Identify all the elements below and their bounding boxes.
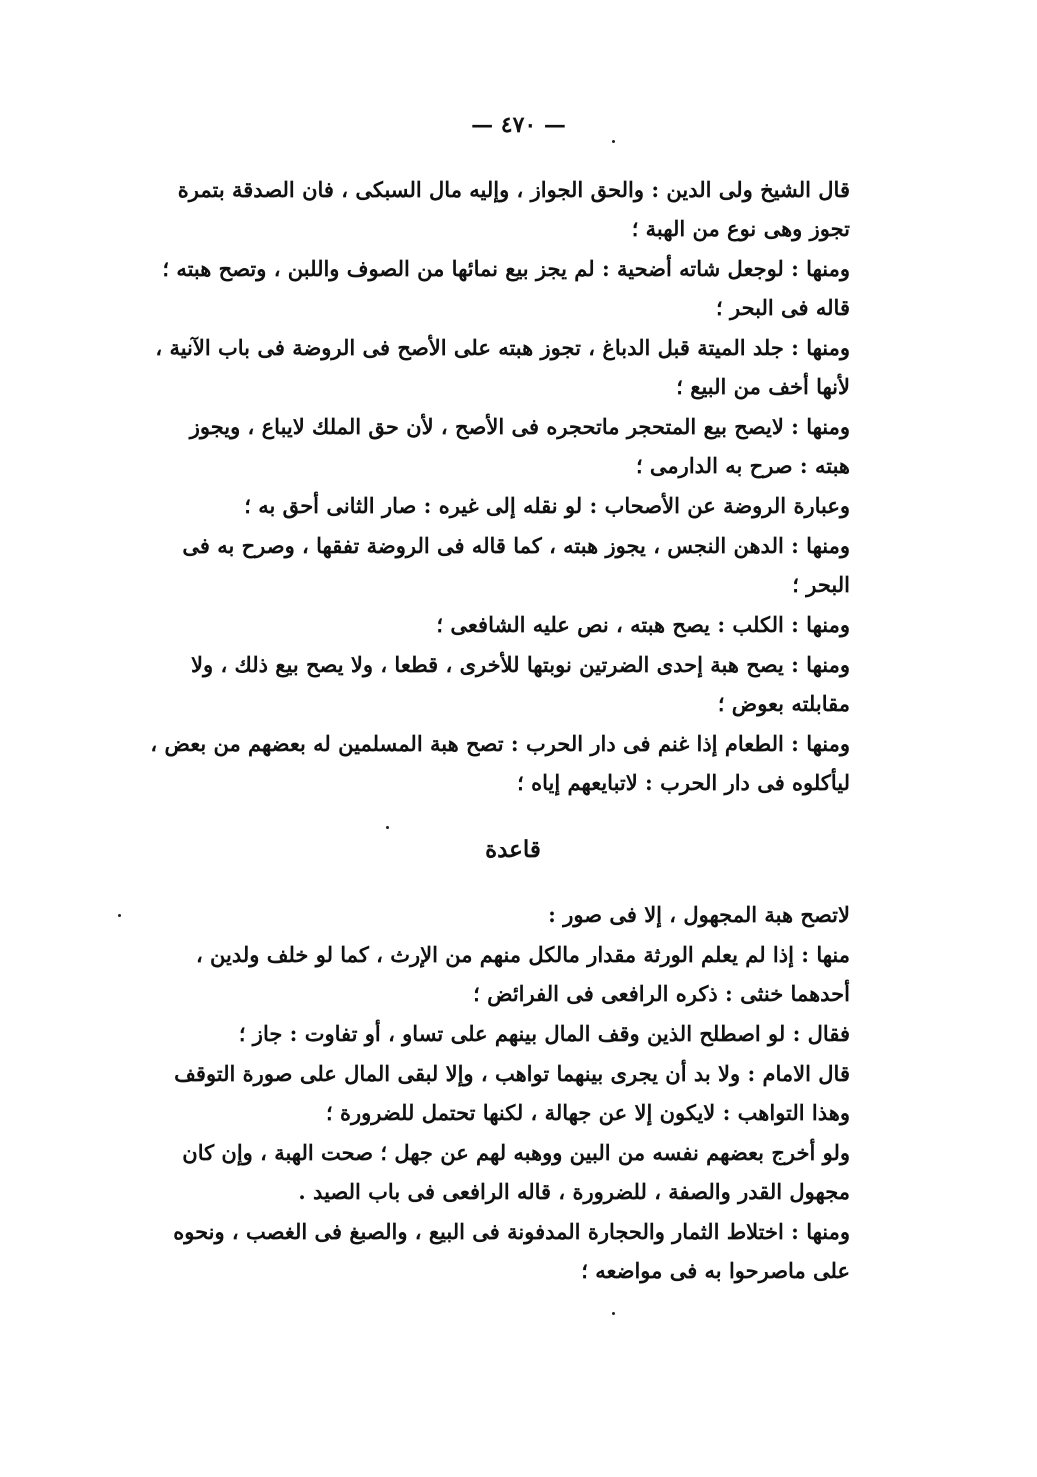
paragraph: قال الشيخ ولى الدين : والحق الجواز ، وإليه مال السبكى ، فان الصدقة بتمرة تجوز وهى نوع من الهبة ؛ xyxy=(177,177,850,241)
paragraph: ولو أخرج بعضهم نفسه من البين ووهبه لهم عن جهل ؛ صحت الهبة ، وإن كان مجهول القدر والصفة ، للضرورة ، قاله الرافعى فى باب الصيد . xyxy=(182,1140,850,1204)
paragraph: ومنها : لايصح بيع المتحجر ماتحجره فى الأصح ، لأن حق الملك لايباع ، ويجوز هبته : صرح به الدارمى ؛ xyxy=(189,414,850,478)
paragraph: ومنها : يصح هبة إحدى الضرتين نوبتها للأخرى ، قطعا ، ولا يصح بيع ذلك ، ولا مقابلته بعوض ؛ xyxy=(191,652,850,716)
paragraph: ومنها : لوجعل شاته أضحية : لم يجز بيع نمائها من الصوف واللبن ، وتصح هبته ؛ قاله فى البحر ؛ xyxy=(162,256,850,320)
scan-speck xyxy=(118,914,121,917)
paragraph: منها : إذا لم يعلم الورثة مقدار مالكل منهم من الإرث ، كما لو خلف ولدين ، أحدهما خنثى : ذكره الرافعى فى الفرائض ؛ xyxy=(195,942,850,1006)
page-number: — ٤٧٠ — xyxy=(471,112,566,138)
paragraph: ومنها : جلد الميتة قبل الدباغ ، تجوز هبته على الأصح فى الروضة فى باب الآنية ، لأنها أخف من البيع ؛ xyxy=(155,335,850,399)
scan-speck xyxy=(612,1312,615,1315)
paragraph: ومنها : الكلب : يصح هبته ، نص عليه الشافعى ؛ xyxy=(436,612,850,637)
scan-speck xyxy=(386,826,389,829)
page-body xyxy=(148,170,878,1291)
paragraph: ومنها : اختلاط الثمار والحجارة المدفونة فى البيع ، والصبغ فى الغصب ، ونحوه على ماصرحوا به فى مواضعه ؛ xyxy=(173,1219,850,1283)
paragraph: وعبارة الروضة عن الأصحاب : لو نقله إلى غيره : صار الثانى أحق به ؛ xyxy=(244,493,850,518)
paragraph: قال الامام : ولا بد أن يجرى بينهما تواهب ، وإلا لبقى المال على صورة التوقف وهذا التواهب : لايكون إلا عن جهالة ، لكنها تحتمل للضرورة ؛ xyxy=(174,1061,850,1125)
paragraph: ومنها : الدهن النجس ، يجوز هبته ، كما قاله فى الروضة تفقها ، وصرح به فى البحر ؛ xyxy=(182,533,850,597)
scan-speck xyxy=(612,140,615,143)
paragraph: لاتصح هبة المجهول ، إلا فى صور : xyxy=(548,902,850,927)
section-heading: قاعدة xyxy=(485,836,541,863)
paragraph: ومنها : الطعام إذا غنم فى دار الحرب : تصح هبة المسلمين له بعضهم من بعض ، ليأكلوه فى دار الحرب : لاتبايعهم إياه ؛ xyxy=(150,731,850,795)
paragraph: فقال : لو اصطلح الذين وقف المال بينهم على تساو ، أو تفاوت : جاز ؛ xyxy=(238,1021,850,1046)
